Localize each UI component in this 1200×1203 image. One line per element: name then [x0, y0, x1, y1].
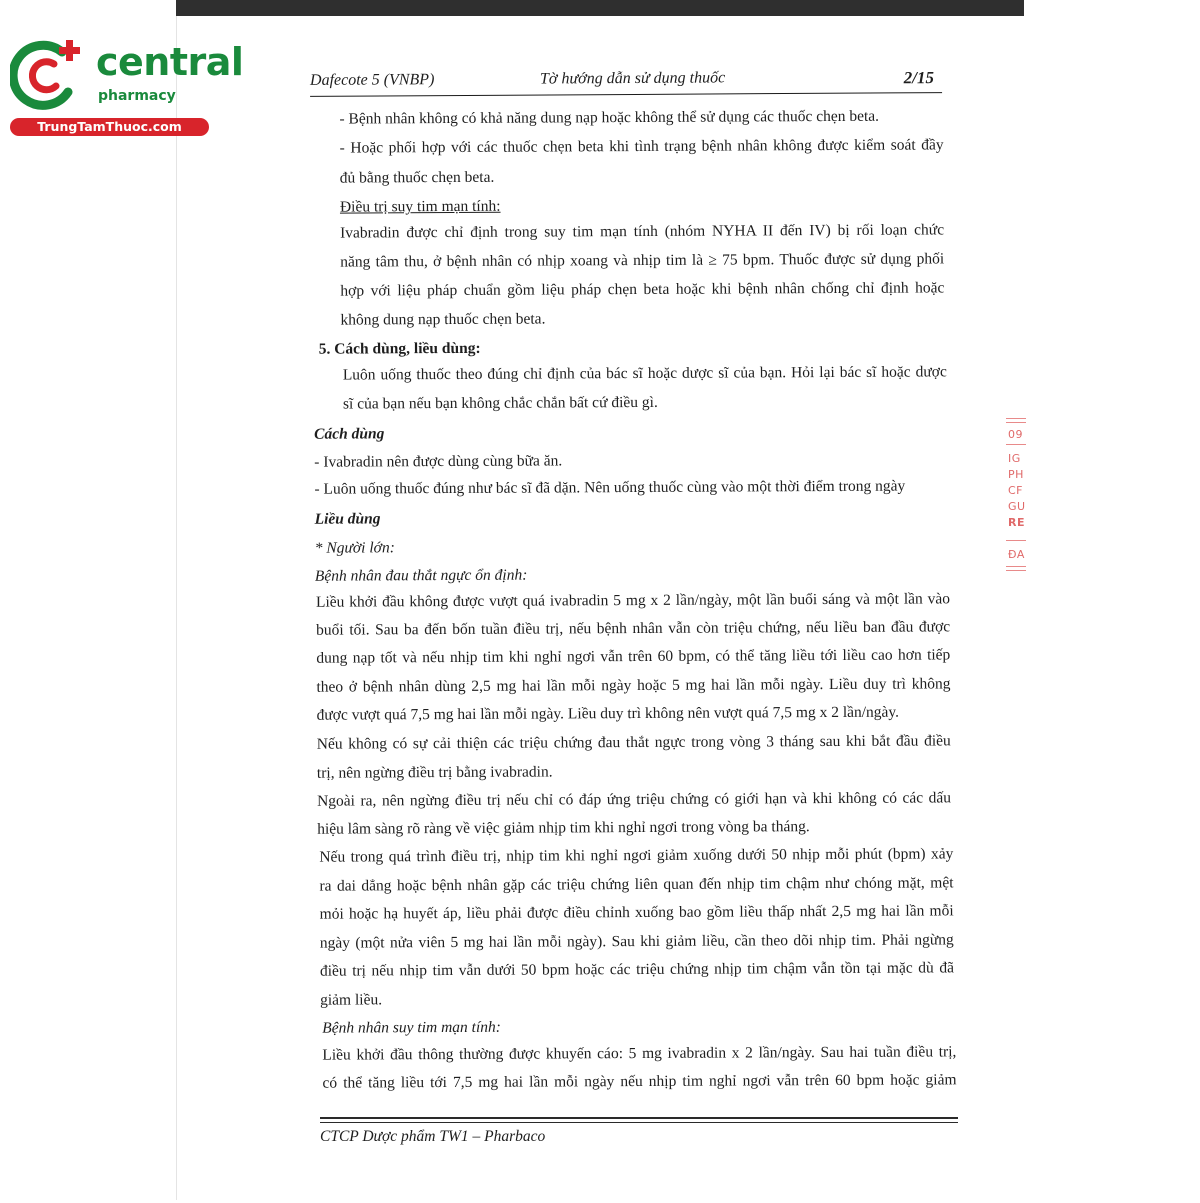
- stamp-text: CF: [1008, 484, 1024, 497]
- text-line: Ivabradin được chỉ định trong suy tim mạn tính (nhóm NYHA II đến IV) bị rối loạn chức: [340, 221, 945, 242]
- text-line: Nếu không có sự cải thiện các triệu chứng đau thắt ngực trong vòng 3 tháng sau khi bắt đầu điều: [316, 732, 951, 753]
- text-line: năng tâm thu, ở bệnh nhân có nhịp xoang và nhịp tim là ≥ 75 bpm. Thuốc được sử dụng phối: [340, 250, 945, 271]
- stamp-rule: [1006, 422, 1026, 423]
- list-item: - Ivabradin nên được dùng cùng bữa ăn.: [314, 452, 563, 471]
- text-line: Liều khởi đầu thông thường được khuyến cáo: 5 mg ivabradin x 2 lần/ngày. Sau hai tuần điều trị,: [322, 1043, 957, 1064]
- subsection-heading: Liều dùng: [314, 510, 381, 528]
- text-line: - Bệnh nhân không có khả năng dung nạp hoặc không thể sử dụng các thuốc chẹn beta.: [339, 107, 880, 128]
- text-line: theo ở bệnh nhân dùng 2,5 mg hai lần mỗi ngày hoặc 5 mg hai lần mỗi ngày. Liều duy trì không: [316, 675, 951, 696]
- text-line: hiệu lâm sàng rõ ràng về việc giảm nhịp tim khi nghỉ ngơi trong vòng ba tháng.: [317, 818, 810, 838]
- text-line: có thể tăng liều tới 7,5 mg hai lần mỗi ngày nếu nhịp tim nghỉ ngơi vẫn trên 60 bpm hoặc giảm: [322, 1071, 957, 1092]
- stamp-text: ĐA: [1008, 548, 1025, 561]
- header-title: Tờ hướng dẫn sử dụng thuốc: [539, 69, 726, 88]
- text-line: đủ bằng thuốc chẹn beta.: [339, 168, 495, 187]
- stamp-rule: [1006, 444, 1026, 445]
- stamp-rule: [1006, 418, 1026, 419]
- section-heading: 5. Cách dùng, liều dùng:: [318, 339, 481, 358]
- text-line: mỏi hoặc hạ huyết áp, liều phải được điều chỉnh xuống bao gồm liều thấp nhất 2,5 mg hai lần mỗi: [319, 902, 954, 923]
- stamp-text: 09: [1008, 428, 1023, 441]
- footer-rule: [320, 1117, 958, 1123]
- red-stamp-fragment: [1006, 418, 1028, 574]
- stamp-rule: [1006, 540, 1026, 541]
- text-line: điều trị nếu nhịp tim vẫn dưới 50 bpm hoặc các triệu chứng nhịp tim chậm vẫn tồn tại mặc dù đã: [319, 959, 954, 980]
- stamp-text: GU: [1008, 500, 1026, 513]
- text-line: ngày (một nửa viên 5 mg hai lần mỗi ngày). Sau khi giảm liều, cần theo dõi nhịp tim. Phải ngừng: [319, 931, 954, 952]
- text-line: ra dai dẳng hoặc bệnh nhân gặp các triệu chứng liên quan đến nhịp tim chậm như chóng mặt, mệt: [319, 874, 954, 895]
- text-line: dung nạp tốt và nếu nhịp tim khi nghỉ ngơi vẫn trên 60 bpm, có thể tăng liều tới liều cao hơn tiếp: [316, 646, 951, 667]
- stamp-text: RE: [1008, 516, 1025, 529]
- italic-subheading: Bệnh nhân suy tim mạn tính:: [322, 1018, 501, 1037]
- text-line: giảm liều.: [320, 991, 383, 1009]
- text-line: Nếu trong quá trình điều trị, nhịp tim khi nghỉ ngơi giảm xuống dưới 50 nhịp mỗi phút (bpm) xảy: [319, 845, 954, 866]
- text-line: Luôn uống thuốc theo đúng chỉ định của bác sĩ hoặc dược sĩ của bạn. Hỏi lại bác sĩ hoặc dược: [342, 363, 947, 384]
- logo-subtitle: pharmacy: [98, 88, 176, 104]
- list-item: - Luôn uống thuốc đúng như bác sĩ đã dặn. Nên uống thuốc cùng vào một thời điểm trong ngày: [314, 477, 906, 498]
- italic-subheading: * Người lớn:: [314, 539, 395, 557]
- stamp-rule: [1006, 566, 1026, 567]
- text-line: buổi tối. Sau ba đến bốn tuần điều trị, nếu bệnh nhân vẫn còn triệu chứng, nếu liều ban đầu được: [316, 618, 951, 639]
- stamp-text: PH: [1008, 468, 1024, 481]
- text-line: trị, nên ngừng điều trị bằng ivabradin.: [316, 763, 553, 782]
- text-line: sĩ của bạn nếu bạn không chắc chắn bất cứ điều gì.: [342, 393, 658, 413]
- text-line: - Hoặc phối hợp với các thuốc chẹn beta khi tình trạng bệnh nhân không được kiểm soát đầy: [339, 136, 944, 157]
- text-line: hợp với liệu pháp chuẩn gồm liệu pháp chẹn beta hoặc khi bệnh nhân chống chỉ định hoặc: [340, 279, 945, 300]
- stamp-rule: [1006, 570, 1026, 571]
- logo-website: TrungTamThuoc.com: [10, 118, 209, 136]
- text-line: được vượt quá 7,5 mg hai lần mỗi ngày. Liều duy trì không nên vượt quá 7,5 mg x 2 lần/ngày.: [316, 703, 900, 724]
- section-subheading: Điều trị suy tim mạn tính:: [339, 197, 501, 216]
- text-line: không dung nạp thuốc chẹn beta.: [340, 310, 546, 329]
- italic-subheading: Bệnh nhân đau thắt ngực ổn định:: [314, 566, 528, 585]
- text-line: Liều khởi đầu không được vượt quá ivabradin 5 mg x 2 lần/ngày, một lần buổi sáng và một lần vào: [315, 590, 951, 611]
- text-line: Ngoài ra, nên ngừng điều trị nếu chỉ có đáp ứng triệu chứng có giới hạn và khi không có các dấu: [317, 789, 952, 810]
- stamp-text: IG: [1008, 452, 1021, 465]
- logo-name: central: [96, 40, 244, 84]
- header-page-number: 2/15: [903, 68, 935, 88]
- page-footer: CTCP Dược phẩm TW1 – Pharbaco: [320, 1128, 546, 1145]
- subsection-heading: Cách dùng: [314, 425, 385, 443]
- header-product: Dafecote 5 (VNBP): [309, 71, 435, 89]
